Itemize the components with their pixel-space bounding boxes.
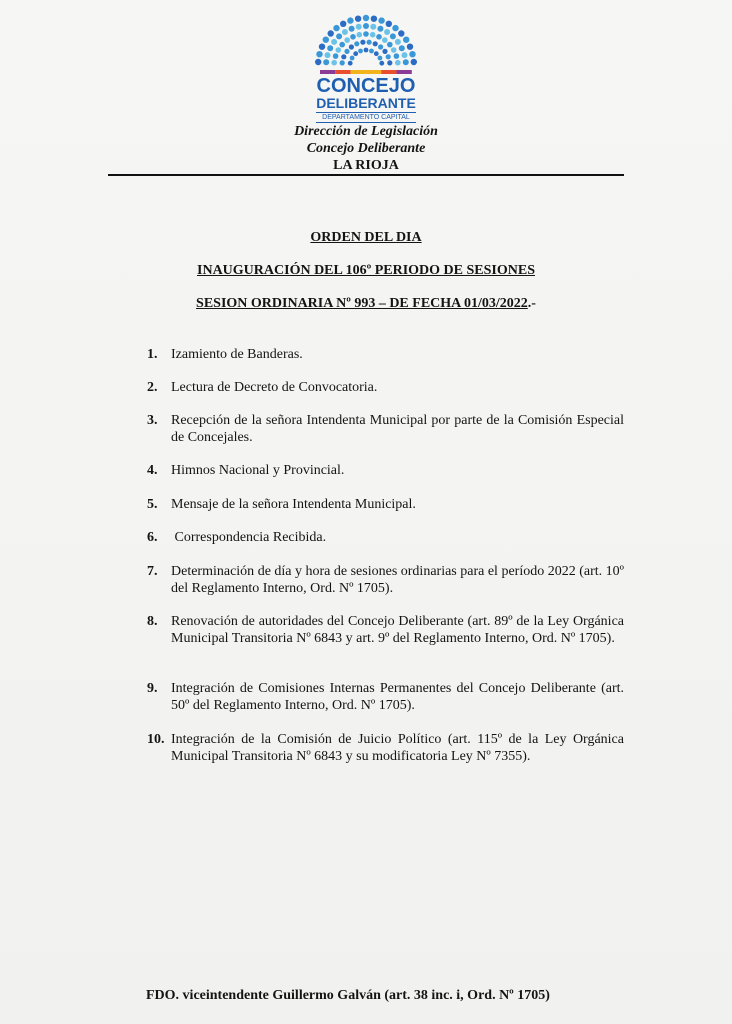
logo-dot (407, 44, 413, 50)
logo-dot (333, 25, 339, 31)
logo-dot (331, 60, 337, 66)
header-city: LA RIOJA (333, 158, 399, 173)
signature-line: FDO. viceintendente Guillermo Galván (art. 38 inc. i, Ord. Nº 1705) (146, 988, 550, 1003)
item-number: 9. (147, 681, 158, 696)
list-item (142, 412, 624, 446)
item-number: 5. (147, 497, 158, 512)
logo-dot (350, 34, 356, 40)
logo-dot (358, 49, 363, 54)
logo-dot (331, 39, 337, 45)
logo-stripe (335, 70, 350, 74)
item-text: Lectura de Decreto de Convocatoria. (171, 380, 378, 395)
list-item (142, 680, 624, 714)
logo-dot (340, 21, 346, 27)
logo-dot (328, 30, 334, 36)
logo-dot (363, 15, 369, 21)
logo-dot (398, 30, 404, 36)
concejo-deliberante-logo (310, 8, 422, 130)
item-text: Renovación de autoridades del Concejo Deliberante (art. 89º de la Ley Orgánica Municipal Transitoria Nº 6843 y art. 9º del Reglamento Interno, Ord. Nº 1705). (171, 614, 624, 646)
logo-dot (349, 44, 354, 49)
item-number: 6. (147, 530, 158, 545)
logo-dot (378, 17, 384, 23)
item-text: Mensaje de la señora Intendenta Municipal. (171, 497, 416, 512)
logo-dot (319, 44, 325, 50)
logo-dot (349, 26, 355, 32)
logo-dot (391, 47, 397, 53)
logo-dot (370, 24, 376, 30)
logo-dot (378, 44, 383, 49)
logo-dot (382, 37, 388, 43)
logo-dot (316, 51, 322, 57)
logo-dot (373, 41, 378, 46)
order-title: ORDEN DEL DIA (310, 230, 422, 245)
sun-rays-logo-icon (310, 8, 422, 78)
session-title (100, 295, 632, 312)
item-text: Integración de Comisiones Internas Permanentes del Concejo Deliberante (art. 50º del Reglamento Interno, Ord. Nº 1705). (171, 681, 624, 713)
logo-dot (395, 39, 401, 45)
list-item (142, 379, 624, 396)
logo-dot (363, 31, 369, 37)
item-text: Himnos Nacional y Provincial. (171, 463, 345, 478)
logo-department: DEPARTAMENTO CAPITAL (316, 112, 416, 123)
logo-dot (347, 17, 353, 23)
logo-dot (387, 42, 393, 48)
logo-dot (390, 33, 396, 39)
logo-dot (315, 59, 321, 65)
logo-dot (403, 59, 409, 65)
logo-dot (364, 48, 369, 53)
item-text: Determinación de día y hora de sesiones ordinarias para el período 2022 (art. 10º del Reglamento Interno, Ord. Nº 1705). (171, 564, 624, 596)
logo-dot (344, 49, 349, 54)
list-item (142, 462, 624, 479)
logo-dot (386, 54, 391, 59)
logo-dot (371, 16, 377, 22)
logo-subtitle: DELIBERANTE (316, 95, 416, 111)
item-text: Correspondencia Recibida. (171, 530, 327, 545)
item-number: 7. (147, 564, 158, 579)
logo-dot (384, 29, 390, 35)
list-item (142, 496, 624, 513)
list-item (142, 529, 624, 546)
header-direction: Dirección de Legislación (294, 124, 438, 139)
logo-dot (341, 54, 346, 59)
logo-dot (376, 34, 382, 40)
logo-dot (379, 61, 384, 66)
logo-dot (333, 53, 339, 59)
logo-dot (395, 60, 401, 66)
logo-stripe (366, 70, 381, 74)
logo-dot (403, 37, 409, 43)
logo-dot (353, 51, 358, 56)
session-title-main: SESION ORDINARIA Nº 993 – DE FECHA 01/03/2022 (196, 296, 528, 311)
header-council: Concejo Deliberante (306, 141, 426, 156)
logo-dot (336, 33, 342, 39)
logo-stripe (381, 70, 396, 74)
item-number: 3. (147, 413, 158, 428)
logo-dot (355, 16, 361, 22)
logo-dot (377, 26, 383, 32)
item-number: 10. (147, 732, 165, 747)
list-item (142, 563, 624, 597)
logo-dot (392, 25, 398, 31)
logo-dot (350, 56, 355, 61)
list-item (142, 346, 624, 363)
list-item (142, 731, 624, 765)
header-divider (108, 174, 624, 176)
logo-dot (344, 37, 350, 43)
logo-stripe (397, 70, 412, 74)
item-number: 4. (147, 463, 158, 478)
item-text: Integración de la Comisión de Juicio Político (art. 115º de la Ley Orgánica Municipal Transitoria Nº 6843 y su modificatoria Ley Nº 7355). (171, 732, 624, 764)
logo-dot (340, 60, 345, 65)
logo-dot (325, 52, 331, 58)
logo-dot (370, 32, 376, 38)
logo-dot (382, 49, 387, 54)
logo-dot (411, 59, 417, 65)
logo-dot (387, 60, 392, 65)
logo-dot (378, 56, 383, 61)
item-number: 1. (147, 347, 158, 362)
item-number: 8. (147, 614, 158, 629)
inauguration-title: INAUGURACIÓN DEL 106º PERIODO DE SESIONES (197, 263, 535, 278)
logo-dot (386, 21, 392, 27)
logo-dot (339, 42, 345, 48)
logo-dot (399, 45, 405, 51)
logo-stripe (351, 70, 366, 74)
item-number: 2. (147, 380, 158, 395)
logo-dot (354, 41, 359, 46)
logo-stripe (320, 70, 335, 74)
logo-title: CONCEJO (316, 75, 416, 97)
logo-dot (374, 51, 379, 56)
item-text: Izamiento de Banderas. (171, 347, 303, 362)
logo-dot (402, 52, 408, 58)
logo-dot (394, 53, 400, 59)
logo-dot (356, 24, 362, 30)
logo-dot (342, 29, 348, 35)
logo-dot (323, 59, 329, 65)
logo-dot (357, 32, 363, 38)
logo-dot (369, 49, 374, 54)
logo-dot (409, 51, 415, 57)
item-text: Recepción de la señora Intendenta Municipal por parte de la Comisión Especial de Concejales. (171, 413, 624, 445)
logo-dot (363, 23, 369, 29)
logo-dot (360, 40, 365, 45)
logo-dot (323, 37, 329, 43)
logo-dot (336, 47, 342, 53)
logo-dot (327, 45, 333, 51)
list-item (142, 613, 624, 647)
session-title-suffix: .- (527, 296, 536, 311)
logo-dot (348, 61, 353, 66)
logo-dot (367, 40, 372, 45)
